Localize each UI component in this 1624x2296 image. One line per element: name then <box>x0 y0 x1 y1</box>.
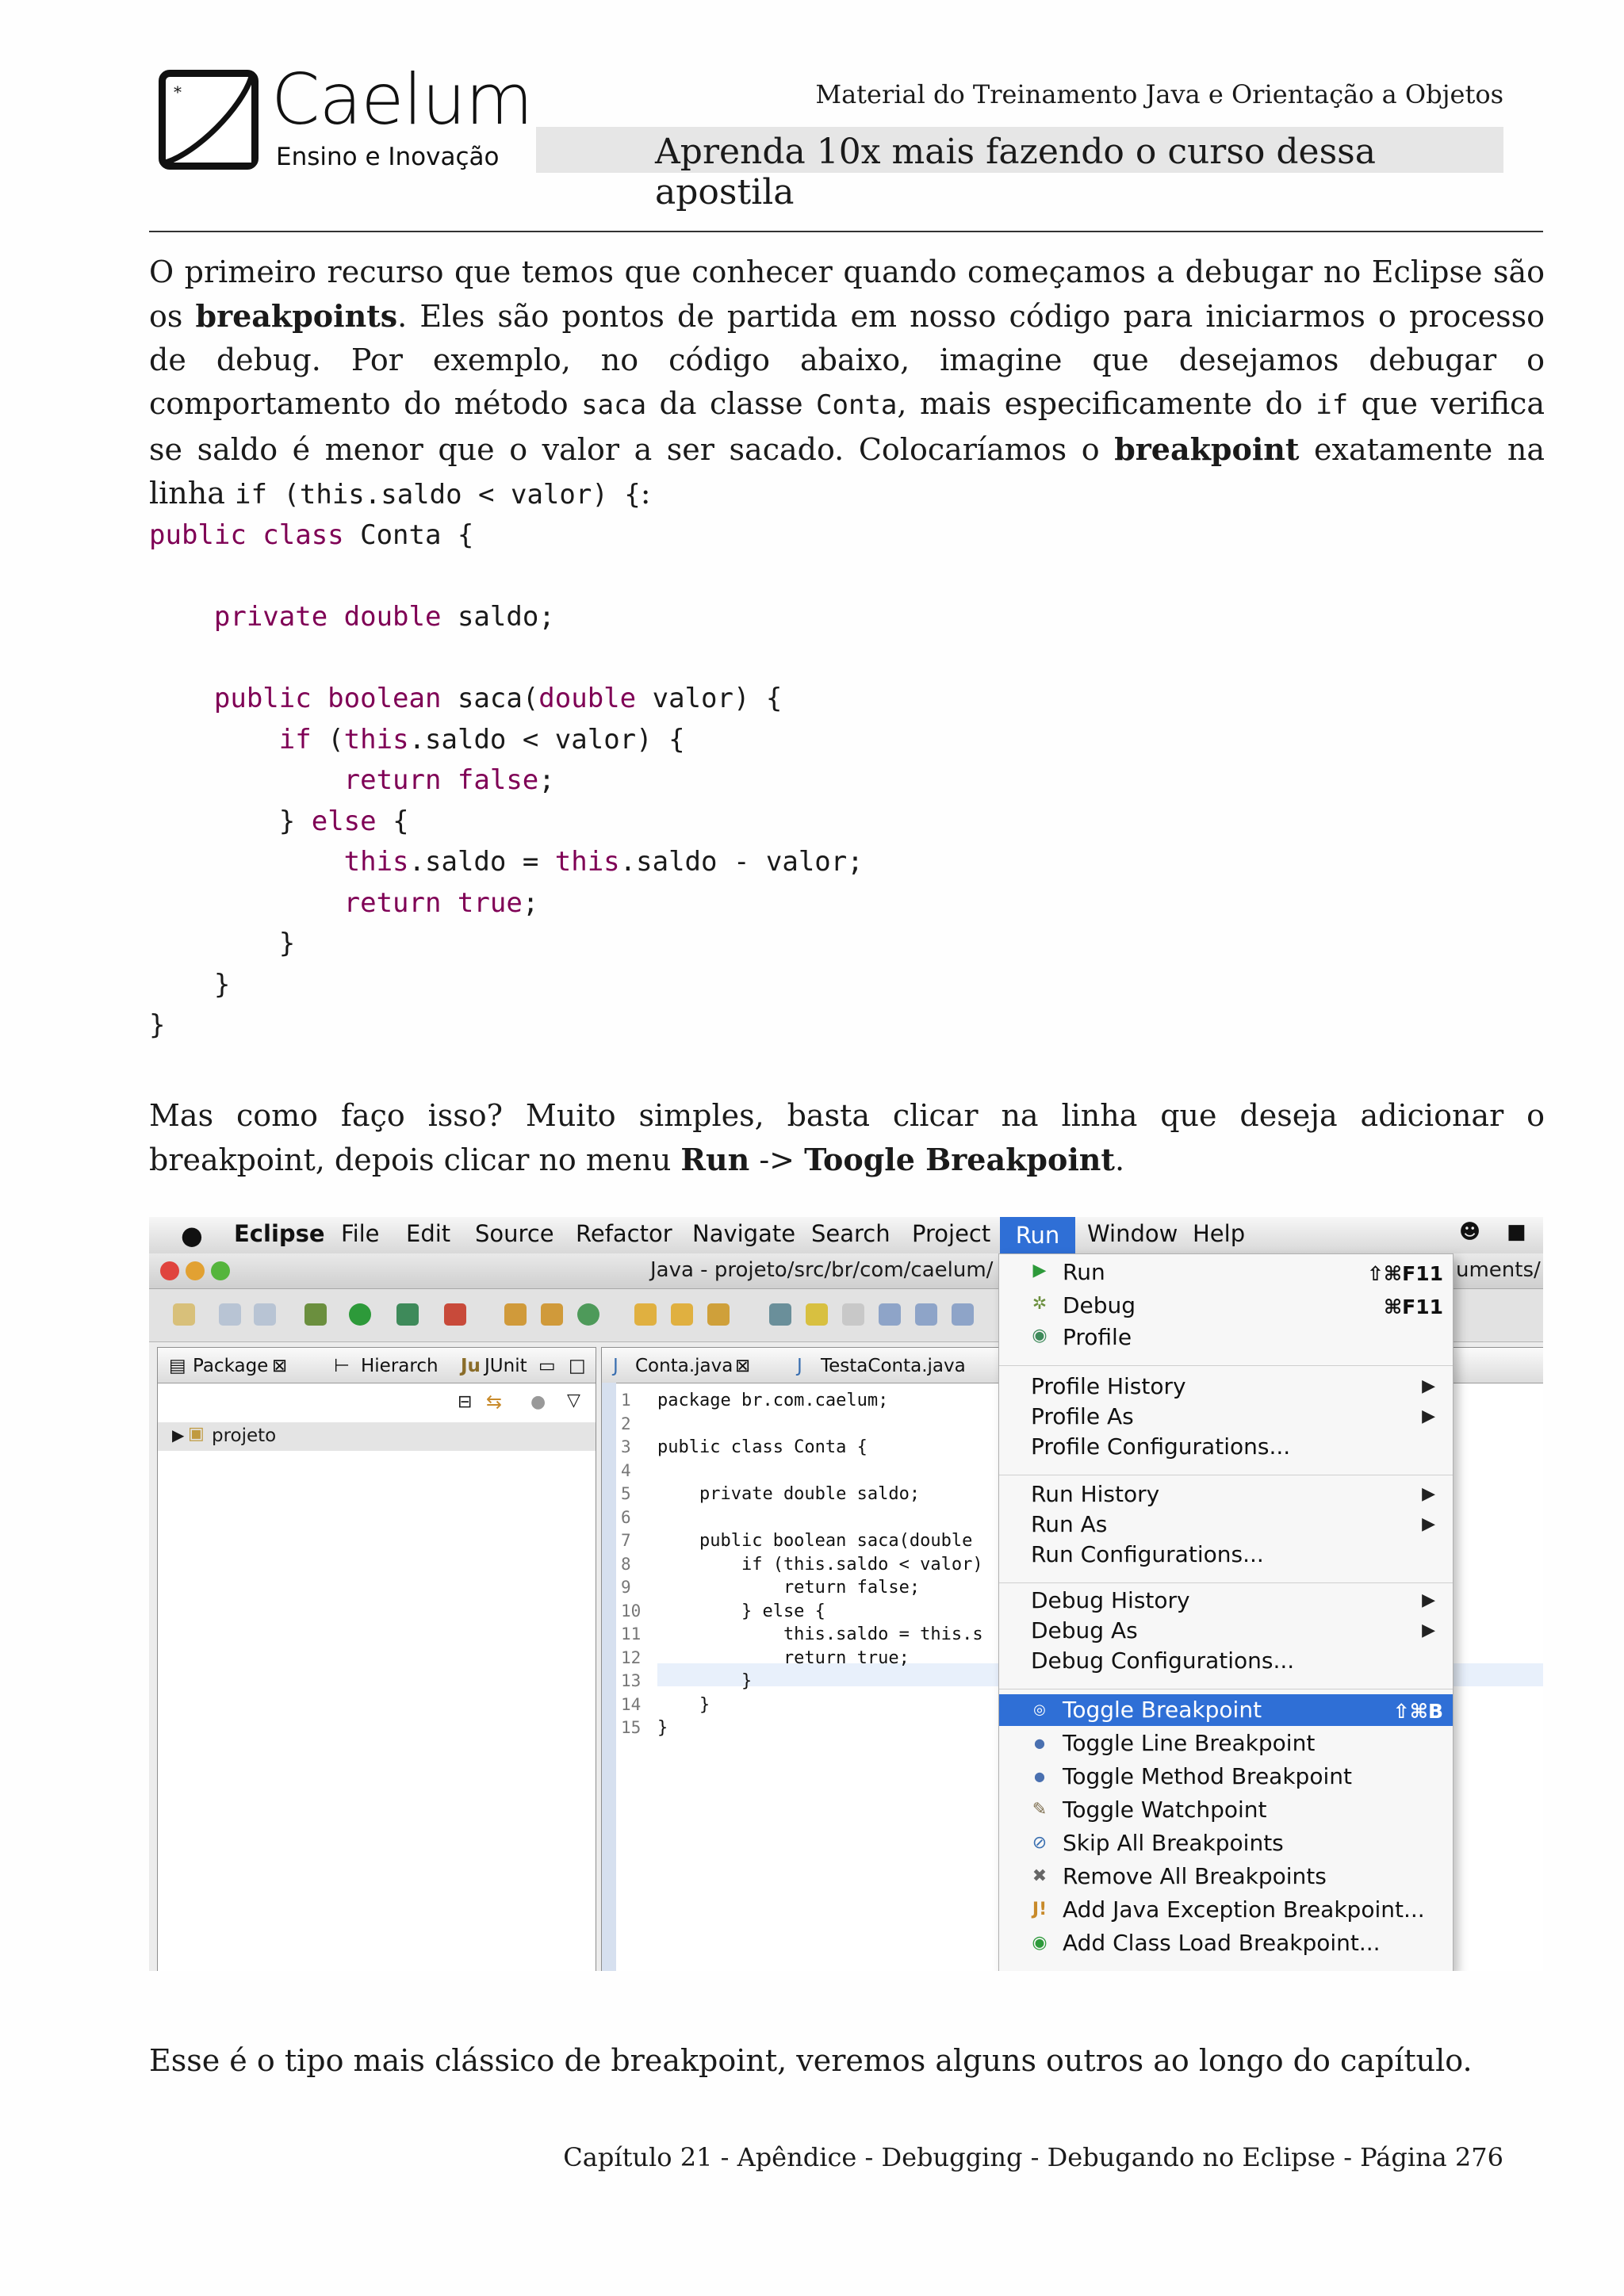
refresh-icon[interactable] <box>577 1303 599 1326</box>
caelum-logo-mark <box>159 70 259 170</box>
zoom-window-icon[interactable] <box>211 1261 230 1280</box>
logo-tagline: Ensino e Inovação <box>276 143 500 171</box>
menu-item-profile-history[interactable]: Profile History <box>1031 1373 1186 1399</box>
save-icon[interactable] <box>219 1303 241 1326</box>
chevron-down-icon[interactable]: ▽ <box>567 1391 580 1410</box>
open-folder-icon[interactable] <box>671 1303 693 1326</box>
logo-mark-icon <box>166 77 251 163</box>
debug-icon: ✲ <box>1032 1294 1048 1314</box>
menu-help[interactable]: Help <box>1193 1220 1246 1247</box>
code-listing: public class Conta { private double saldo; public boolean saca(double valor) { if (this.saldo < valor) { return false; } else { this.saldo = this.saldo - valor; return true; } } } <box>149 519 864 1041</box>
menu-item-toggle-line-breakpoint[interactable]: Toggle Line Breakpoint <box>1063 1730 1316 1756</box>
tab-conta-java[interactable]: Conta.java <box>635 1356 733 1376</box>
menu-item-debug[interactable]: Debug <box>1063 1292 1136 1318</box>
menu-item-debug-history[interactable]: Debug History <box>1031 1587 1190 1613</box>
menu-item-run[interactable]: Run <box>1063 1259 1105 1285</box>
line-numbers: 1 2 3 4 5 6 7 8 9 10 11 12 13 14 15 <box>621 1391 642 1737</box>
hierarchy-tab-icon: ⊢ <box>334 1356 350 1376</box>
menu-item-profile-configurations[interactable]: Profile Configurations... <box>1031 1433 1291 1460</box>
menu-item-toggle-breakpoint[interactable]: Toggle Breakpoint <box>1063 1697 1262 1723</box>
submenu-arrow-icon: ▶ <box>1422 1621 1435 1640</box>
menu-item-skip-all-breakpoints[interactable]: Skip All Breakpoints <box>1063 1830 1284 1856</box>
tree-row[interactable] <box>158 1422 596 1451</box>
menu-item-toggle-watchpoint[interactable]: Toggle Watchpoint <box>1063 1797 1267 1823</box>
outline-icon[interactable] <box>879 1303 901 1326</box>
remove-breakpoints-icon: ✖ <box>1032 1866 1048 1886</box>
tab-junit[interactable]: JUnit <box>485 1356 527 1376</box>
close-tab-icon[interactable]: ⊠ <box>735 1356 751 1376</box>
menu-item-debug-as[interactable]: Debug As <box>1031 1617 1138 1644</box>
menu-eclipse[interactable]: Eclipse <box>234 1220 325 1247</box>
profile-icon: ◉ <box>1032 1326 1048 1345</box>
view-menu-icon[interactable]: ● <box>530 1392 546 1412</box>
menu-refactor[interactable]: Refactor <box>576 1220 672 1247</box>
paragraph-icon[interactable] <box>915 1303 937 1326</box>
header-band <box>536 127 1503 212</box>
menu-item-profile[interactable]: Profile <box>1063 1324 1132 1350</box>
editor-code[interactable]: package br.com.caelum; public class Conta { private double saldo; public boolean saca(double if (this.saldo < valor) return false; } else { this.saldo = this.s return true; } } } <box>657 1391 983 1738</box>
debug-icon[interactable] <box>304 1303 327 1326</box>
breakpoint-icon: ◎ <box>1033 1701 1046 1718</box>
folder-icon: ▣ <box>188 1424 205 1444</box>
menu-item-run-configurations[interactable]: Run Configurations... <box>1031 1541 1264 1567</box>
open-type-icon[interactable] <box>634 1303 657 1326</box>
menu-separator <box>999 1365 1453 1366</box>
collapse-all-icon[interactable]: ⊟ <box>458 1392 473 1412</box>
menu-item-add-java-exception-breakpoint[interactable]: Add Java Exception Breakpoint... <box>1063 1896 1425 1923</box>
tab-hierarchy[interactable]: Hierarch <box>361 1356 439 1376</box>
logo-wordmark: Caelum <box>271 59 533 140</box>
toggle-breakpoint-shortcut: ⇧⌘B <box>1392 1700 1443 1723</box>
submenu-arrow-icon: ▶ <box>1422 1590 1435 1610</box>
closing-paragraph: Esse é o tipo mais clássico de breakpoint, veremos alguns outros ao longo do capítulo. <box>149 2043 1473 2078</box>
menu-item-toggle-method-breakpoint[interactable]: Toggle Method Breakpoint <box>1063 1763 1352 1789</box>
java-file-icon: J <box>797 1356 802 1376</box>
window-icon[interactable] <box>952 1303 974 1326</box>
left-tabstrip <box>158 1348 596 1383</box>
menu-run[interactable]: Run <box>1000 1217 1075 1253</box>
profile-icon[interactable] <box>396 1303 419 1326</box>
submenu-arrow-icon: ▶ <box>1422 1406 1435 1426</box>
menu-item-run-history[interactable]: Run History <box>1031 1481 1160 1507</box>
menu-item-add-class-load-breakpoint[interactable]: Add Class Load Breakpoint... <box>1063 1930 1381 1956</box>
project-tree-item[interactable]: projeto <box>212 1425 277 1446</box>
menu-item-remove-all-breakpoints[interactable]: Remove All Breakpoints <box>1063 1863 1327 1889</box>
new-class-icon[interactable] <box>541 1303 563 1326</box>
header-band-text: Aprenda 10x mais fazendo o curso dessa apostila <box>655 132 1376 212</box>
run-shortcut: ⇧⌘F11 <box>1366 1262 1443 1285</box>
disabled-icon[interactable] <box>842 1303 864 1326</box>
minimize-view-icon[interactable]: ▭ <box>538 1356 556 1376</box>
task-icon[interactable] <box>769 1303 791 1326</box>
page-footer: Capítulo 21 - Apêndice - Debugging - Debugando no Eclipse - Página 276 <box>563 2142 1503 2172</box>
menu-item-debug-configurations[interactable]: Debug Configurations... <box>1031 1647 1295 1674</box>
menu-file[interactable]: File <box>341 1220 380 1247</box>
exception-breakpoint-icon: J! <box>1032 1900 1048 1919</box>
submenu-arrow-icon: ▶ <box>1422 1376 1435 1396</box>
svg-text:*: * <box>174 82 182 101</box>
method-breakpoint-icon: ● <box>1034 1769 1045 1784</box>
instruction-paragraph: Mas como faço isso? Muito simples, basta clicar na linha que deseja adicionar o breakpoint, depois clicar no menu Run -> Toogle Breakpoint. <box>149 1098 1545 1177</box>
menu-item-run-as[interactable]: Run As <box>1031 1511 1108 1537</box>
intro-paragraph: O primeiro recurso que temos que conhecer quando começamos a debugar no Eclipse são os breakpoints. Eles são pontos de partida em nosso código para iniciarmos o processo de debug. Por exemplo, no código abaixo, imagine que desejamos debugar o comportamento do método saca da classe Conta, mais especificamente do if que verifica se saldo é menor que o valor a ser sacado. Colocaríamos o breakpoint exatamente na linha if (this.saldo < valor) {: <box>149 254 1545 511</box>
run-menu-dropdown <box>998 1253 1454 1971</box>
menu-edit[interactable]: Edit <box>406 1220 451 1247</box>
class-load-breakpoint-icon: ◉ <box>1032 1933 1048 1953</box>
tab-testaconta-java[interactable]: TestaConta.java <box>821 1356 966 1376</box>
package-tab-icon: ▤ <box>169 1356 186 1376</box>
new-file-icon[interactable] <box>173 1303 195 1326</box>
line-breakpoint-icon: ● <box>1034 1735 1045 1751</box>
header-rule <box>149 231 1543 232</box>
eclipse-screenshot <box>149 1217 1543 1971</box>
menu-project[interactable]: Project <box>912 1220 991 1247</box>
lock-icon[interactable]: ■ <box>1507 1220 1526 1244</box>
menu-source[interactable]: Source <box>475 1220 554 1247</box>
tab-package[interactable]: Package <box>193 1356 269 1376</box>
skip-breakpoints-icon: ⊘ <box>1032 1833 1048 1853</box>
debug-shortcut: ⌘F11 <box>1383 1295 1443 1318</box>
link-editor-icon[interactable]: ⇆ <box>486 1391 503 1413</box>
menu-separator <box>999 1582 1453 1583</box>
menu-item-profile-as[interactable]: Profile As <box>1031 1403 1134 1429</box>
window-title: Java - projeto/src/br/com/caelum/ <box>650 1258 994 1282</box>
menu-search[interactable]: Search <box>811 1220 891 1247</box>
search-icon[interactable] <box>707 1303 730 1326</box>
watchpoint-icon: ✎ <box>1032 1800 1048 1820</box>
pen-icon[interactable] <box>806 1303 828 1326</box>
print-icon[interactable] <box>254 1303 276 1326</box>
close-window-icon[interactable] <box>160 1261 179 1280</box>
user-icon[interactable]: ☻ <box>1459 1220 1481 1244</box>
editor-gutter[interactable] <box>602 1383 616 1971</box>
maximize-view-icon[interactable]: □ <box>569 1356 586 1376</box>
run-icon: ▶ <box>1032 1261 1047 1280</box>
new-package-icon[interactable] <box>504 1303 527 1326</box>
package-explorer <box>157 1347 596 1971</box>
minimize-window-icon[interactable] <box>186 1261 205 1280</box>
header-subtitle: Material do Treinamento Java e Orientação a Objetos <box>815 79 1503 109</box>
window-title-tail: uments/ <box>1456 1258 1541 1282</box>
junit-tab-icon: Ju <box>461 1356 481 1376</box>
close-tab-icon[interactable]: ⊠ <box>272 1356 288 1376</box>
menu-navigate[interactable]: Navigate <box>692 1220 796 1247</box>
expand-arrow-icon[interactable]: ▶ <box>172 1425 185 1445</box>
java-file-icon: J <box>613 1356 619 1376</box>
submenu-arrow-icon: ▶ <box>1422 1484 1435 1504</box>
external-tools-icon[interactable] <box>444 1303 466 1326</box>
submenu-arrow-icon: ▶ <box>1422 1514 1435 1534</box>
menu-window[interactable]: Window <box>1087 1220 1178 1247</box>
mac-menubar <box>149 1217 1543 1253</box>
apple-icon[interactable]: ● <box>181 1220 203 1250</box>
run-icon[interactable] <box>349 1303 371 1326</box>
